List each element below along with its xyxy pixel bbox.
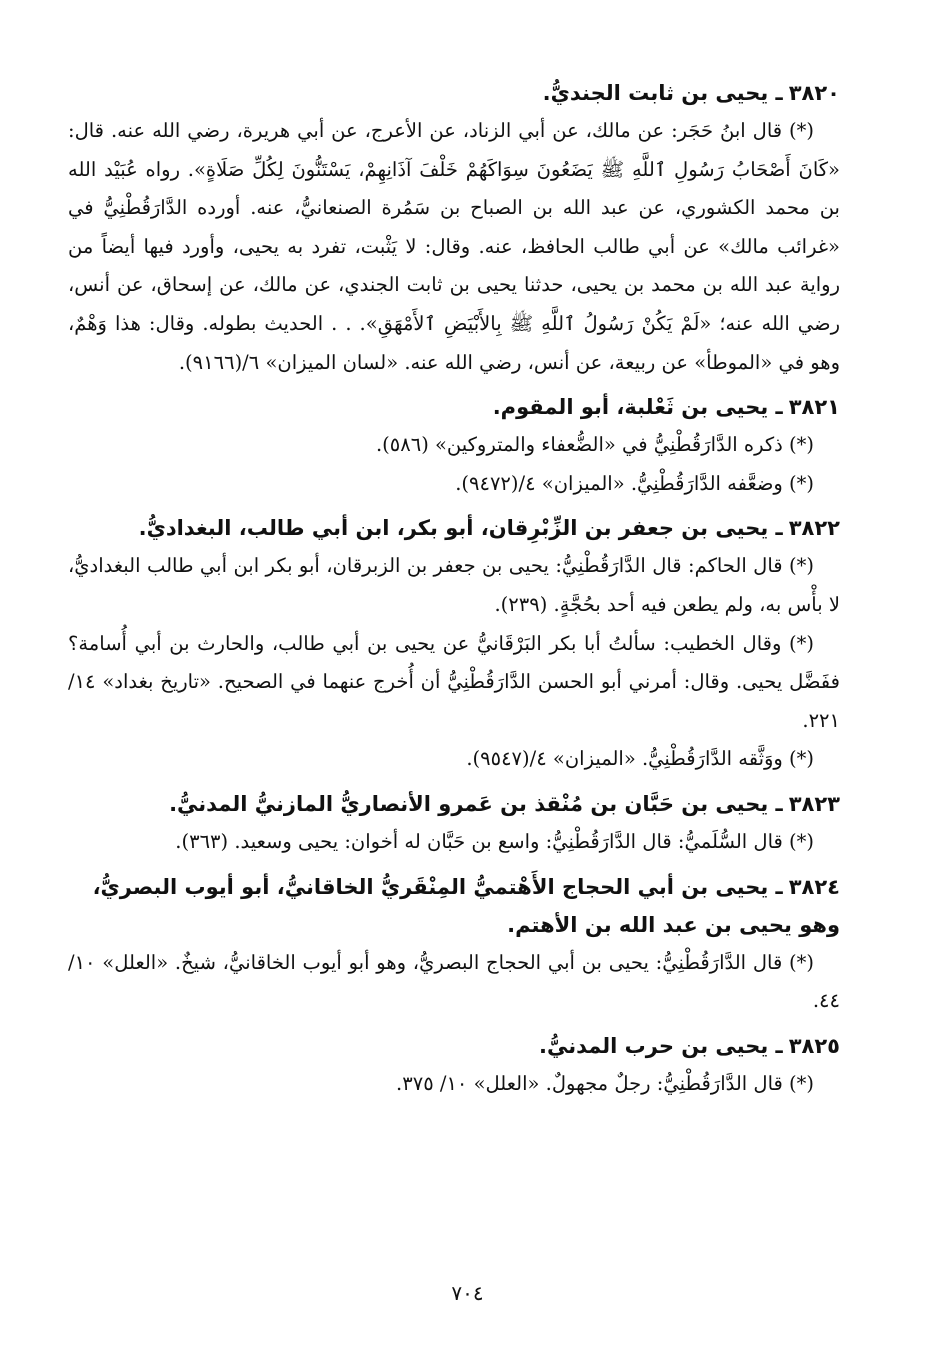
- entry-paragraph: (*) قال الدَّارَقُطْنِيُّ: يحيى بن أبي الحجاج البصريُّ، وهو أبو أيوب الخاقانيُّ، شيخٌ. «العلل» ١٠/ ٤٤.: [68, 950, 840, 1013]
- entry-heading: [68, 785, 840, 823]
- entry-number: ٣٨٢٣: [788, 791, 840, 816]
- entry-title: ـ يحيى بن ثابت الجنديُّ.: [542, 81, 783, 105]
- entry-paragraph: (*) قال ابنُ حَجَر: عن مالك، عن أبي الزناد، عن الأعرج، عن أبي هريرة، رضي الله عنه. قال: «كَانَ أَصْحَابُ رَسُولِ ٱللَّهِ ﷺ يَضَعُونَ سِوَاكَهُمْ خَلْفَ آذَانِهِمْ، يَسْتَنُّونَ لِكُلِّ صَلَاةٍ». رواه عُبَيْد الله بن محمد الكشوري، عن عبد الله بن الصباح بن سَمُرة الصنعانيُّ، عنه. أورده الدَّارَقُطْنِيُّ في «غرائب مالك» عن أبي طالب الحافظ، عنه. وقال: لا يَثْبت، تفرد به يحيى، وأورد فيها أيضاً من رواية عبد الله بن محمد بن يحيى، حدثنا يحيى بن ثابت الجندي، عن مالك، عن إسحاق، عن أنس، رضي الله عنه؛ «لَمْ يَكُنْ رَسُولُ ٱللَّهِ ﷺ بِالأَبْيَضِ ٱلأَمْهَقِ». . . الحديث بطوله. وقال: هذا وَهْمٌ، وهو في «الموطأ» عن ربيعة، عن أنس، رضي الله عنه. «لسان الميزان» ٦/(٩١٦٦).: [68, 119, 840, 374]
- entry-3824: [68, 868, 840, 1021]
- entry-heading: [68, 868, 840, 944]
- entry-paragraph: (*) قال الحاكم: قال الدَّارَقُطْنِيُّ: يحيى بن جعفر بن الزبرقان، أبو بكر ابن أبي طالب البغداديُّ، لا بأْس به، ولم يطعن فيه أحد بحُجَّةٍ. (٢٣٩).: [68, 554, 840, 616]
- entry-3820: [68, 74, 840, 382]
- document-page: [68, 68, 840, 1103]
- entry-heading: [68, 1027, 840, 1065]
- entry-3823: [68, 785, 840, 862]
- entry-paragraph: (*) ووَثَّقه الدَّارَقُطْنِيُّ. «الميزان» ٤/(٩٥٤٧).: [466, 747, 814, 771]
- entry-heading: [68, 509, 840, 547]
- page-number: ٧٠٤: [451, 1281, 484, 1305]
- entry-number: ٣٨٢٤: [788, 874, 840, 899]
- entry-number: ٣٨٢٥: [788, 1033, 840, 1058]
- entry-title: ـ يحيى بن أبي الحجاج الأَهْتميُّ المِنْقَريُّ الخاقانيُّ، أبو أيوب البصريُّ، وهو يحيى بن عبد الله بن الأهتم.: [92, 874, 840, 937]
- entry-heading: [68, 74, 840, 112]
- entry-paragraph: (*) وقال الخطيب: سألتُ أبا بكر البَرْقَانيُّ عن يحيى بن أبي طالب، والحارث بن أبي أُسامة؟ ففَضَّل يحيى. وقال: أمرني أبو الحسن الدَّارَقُطْنِيُّ أن أُخرج عنهما في الصحيح. «تاريخ بغداد» ١٤/ ٢٢١.: [68, 631, 840, 732]
- entry-title: ـ يحيى بن ثَعْلبة، أبو المقوم.: [492, 395, 783, 420]
- entry-paragraph: (*) قال السُّلَميُّ: قال الدَّارَقُطْنِيُّ: واسع بن حَبَّان له أخوان: يحيى وسعيد. (٣٦٣).: [175, 829, 814, 853]
- entry-3822: [68, 509, 840, 779]
- entry-paragraph: (*) وضعَّفه الدَّارَقُطْنِيُّ. «الميزان» ٤/(٩٤٧٢).: [455, 471, 814, 495]
- entry-title: ـ يحيى بن حرب المدنيُّ.: [538, 1033, 783, 1058]
- entry-number: ٣٨٢١: [788, 395, 840, 420]
- entry-heading: [68, 388, 840, 426]
- entry-number: ٣٨٢٢: [788, 516, 840, 541]
- entry-paragraph: (*) ذكره الدَّارَقُطْنِيُّ في «الضُّعفاء والمتروكين» (٥٨٦).: [375, 433, 814, 457]
- entry-3825: [68, 1027, 840, 1104]
- entry-number: ٣٨٢٠: [788, 81, 840, 105]
- entry-title: ـ يحيى بن جعفر بن الزِّبْرِقان، أبو بكر، ابن أبي طالب، البغداديُّ.: [138, 516, 783, 541]
- entry-paragraph: (*) قال الدَّارَقُطْنِيُّ: رجلٌ مجهولٌ. «العلل» ١٠/ ٣٧٥.: [396, 1071, 814, 1095]
- entry-3821: [68, 388, 840, 503]
- entry-title: ـ يحيى بن حَبَّان بن مُنْقذ بن عَمرو الأنصاريُّ المازنيُّ المدنيُّ.: [169, 791, 783, 816]
